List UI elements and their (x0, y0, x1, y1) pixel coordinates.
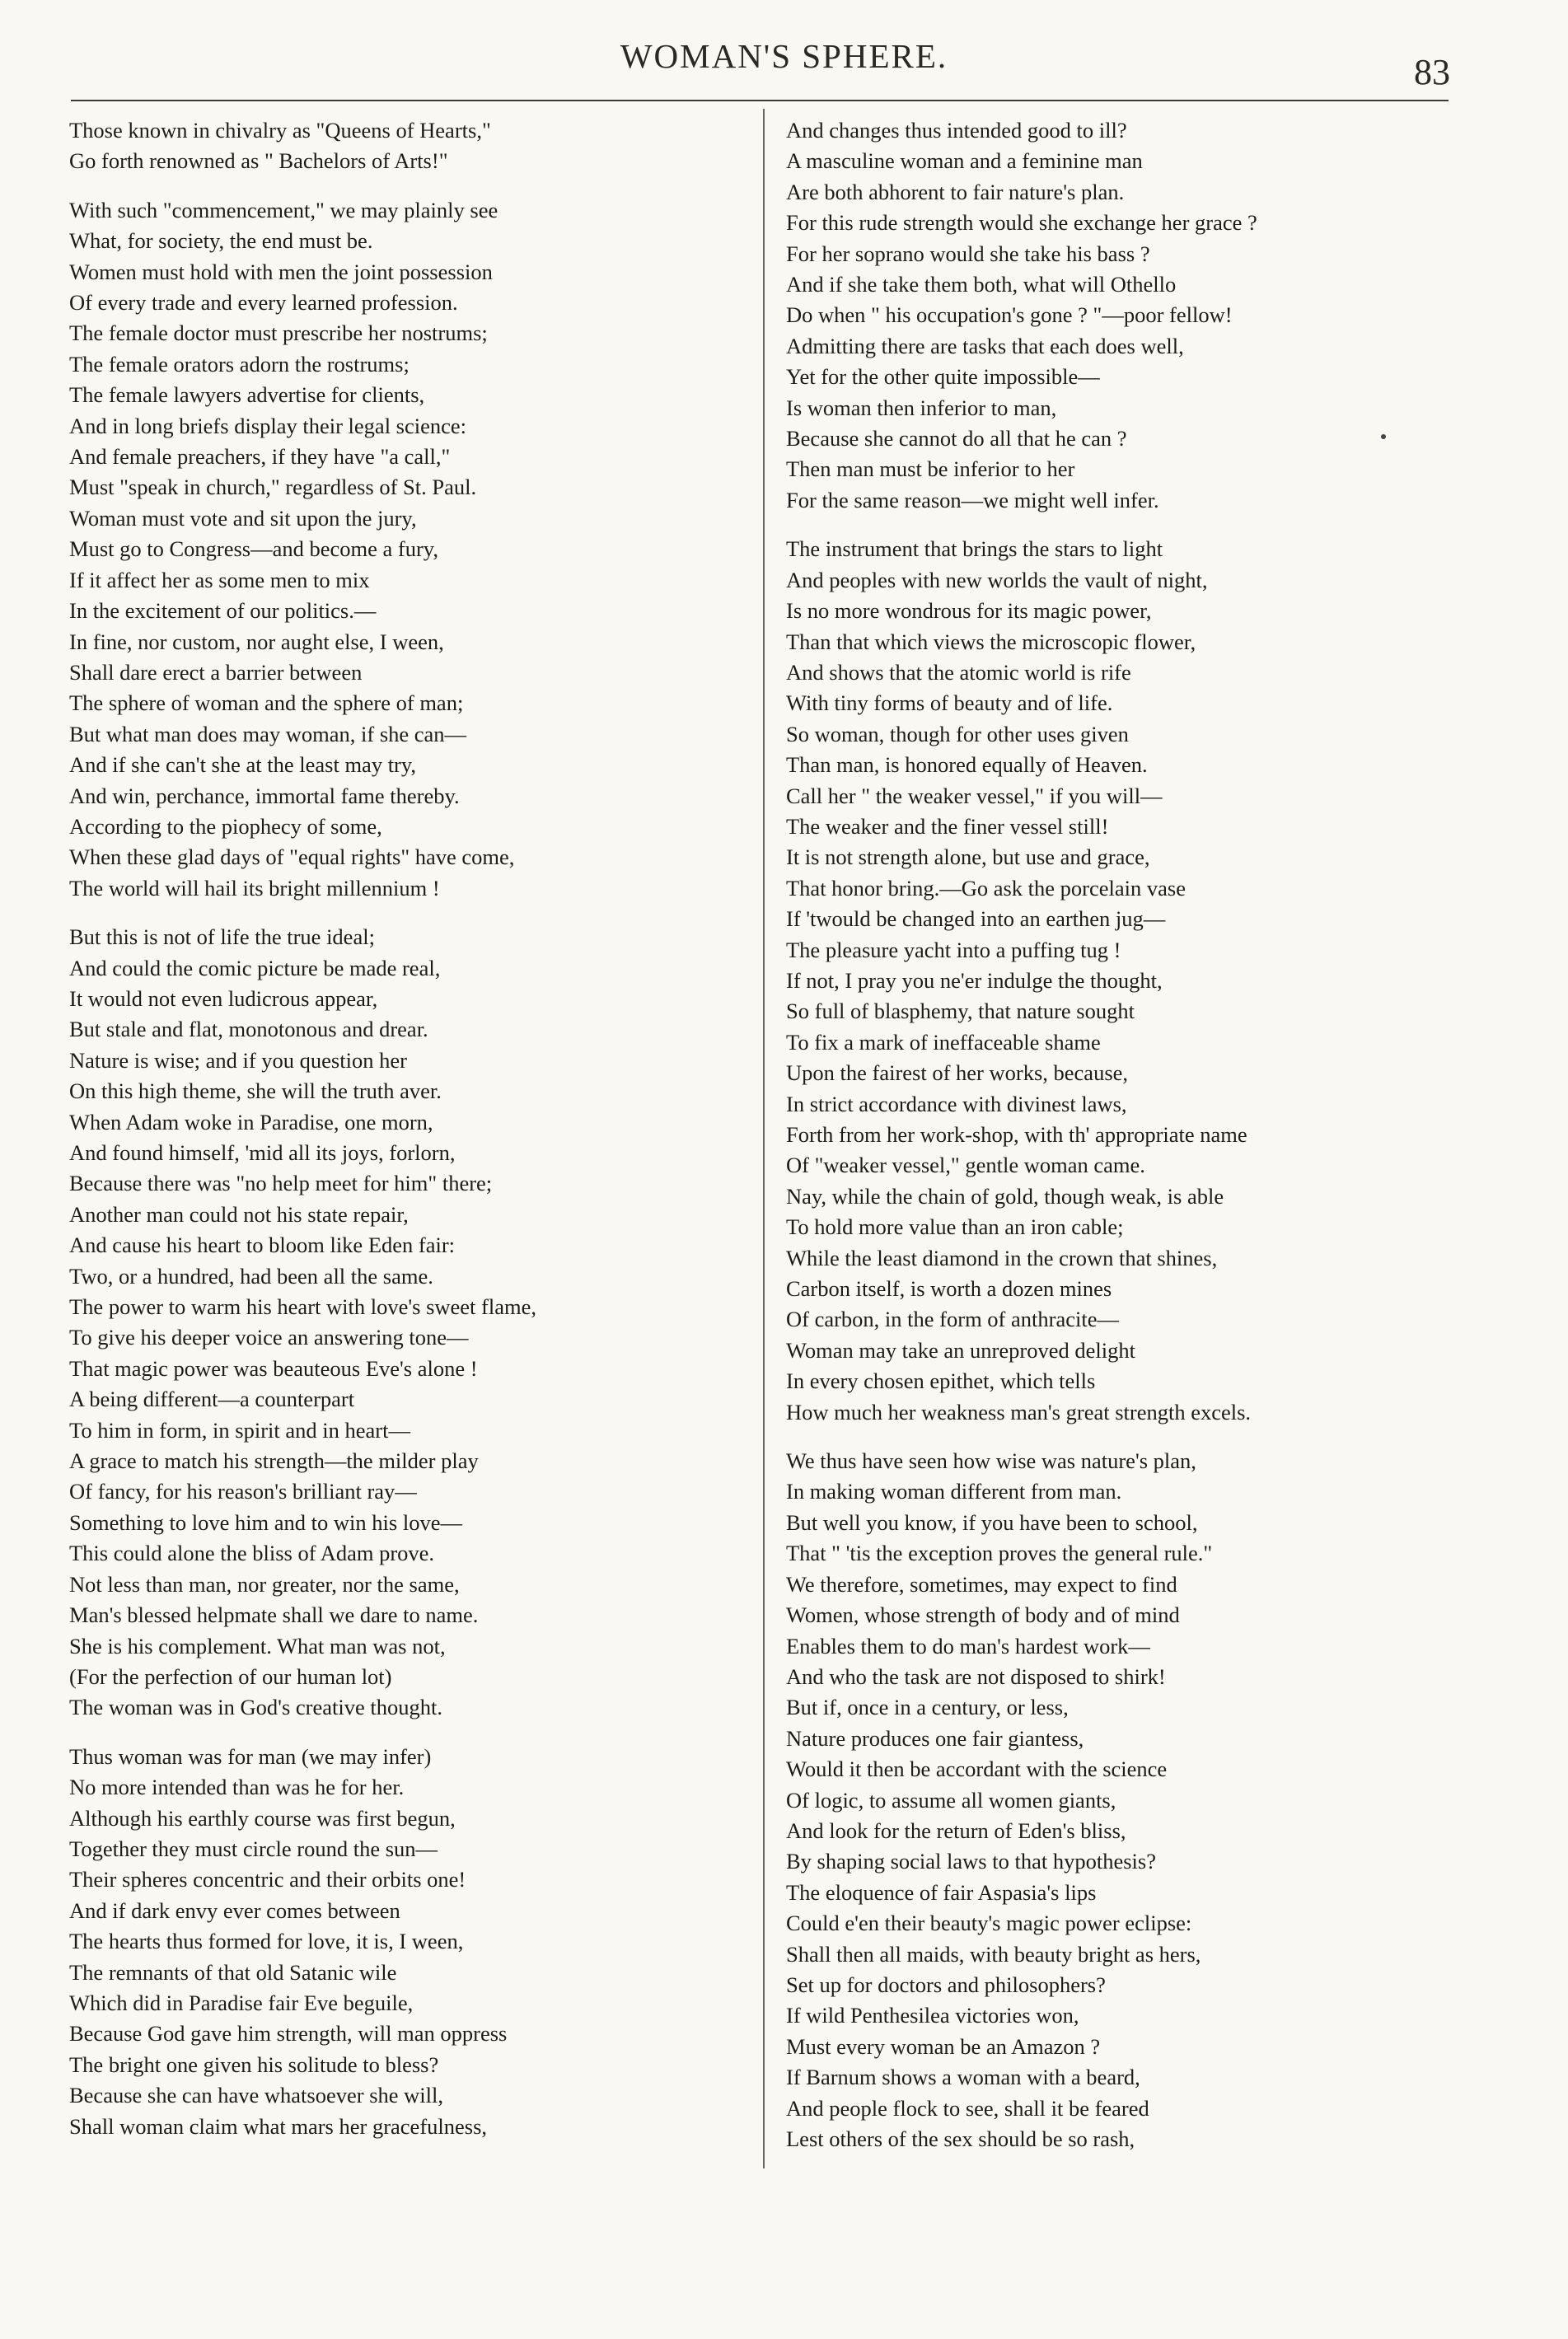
poem-line: We thus have seen how wise was nature's plan, (786, 1448, 1196, 1474)
poem-line: Because God gave him strength, will man oppress (69, 2021, 508, 2047)
poem-line: But this is not of life the true ideal; (69, 924, 375, 950)
poem-line: Could e'en their beauty's magic power eclipse: (786, 1911, 1192, 1936)
poem-line: And who the task are not disposed to shirk! (786, 1663, 1166, 1689)
poem-line: Of every trade and every learned profession. (69, 290, 458, 316)
poem-line: To fix a mark of ineffaceable shame (786, 1029, 1101, 1055)
page-number: 83 (1414, 52, 1450, 92)
poem-line: To him in form, in spirit and in heart— (69, 1417, 410, 1443)
poem-line: Do when " his occupation's gone ? "—poor fellow! (786, 302, 1233, 328)
poem-line: Man's blessed helpmate shall we dare to name. (69, 1602, 479, 1628)
poem-line: If Barnum shows a woman with a beard, (786, 2065, 1140, 2090)
poem-line: A being different—a counterpart (69, 1387, 355, 1412)
stanza (69, 195, 753, 904)
poem-line: Enables them to do man's hardest work— (786, 1633, 1150, 1658)
poem-line: The eloquence of fair Aspasia's lips (786, 1879, 1097, 1905)
poem-line: The bright one given his solitude to bless? (69, 2051, 439, 2077)
poem-line: That magic power was beauteous Eve's alone ! (69, 1355, 478, 1381)
poem-line: But well you know, if you have been to school, (786, 1509, 1198, 1535)
right-column (786, 115, 1462, 2173)
poem-line: If wild Penthesilea victories won, (786, 2003, 1079, 2028)
poem-line: Go forth renowned as " Bachelors of Arts!" (69, 148, 448, 174)
stanza (786, 115, 1462, 516)
poem-line: It would not even ludicrous appear, (69, 985, 378, 1011)
poem-line: The woman was in God's creative thought. (69, 1695, 442, 1720)
stanza (69, 115, 753, 177)
ink-speck (1381, 434, 1386, 439)
poem-line: Then man must be inferior to her (786, 456, 1075, 482)
poem-line: Upon the fairest of her works, because, (786, 1060, 1129, 1086)
poem-line: Because she can have whatsoever she will, (69, 2083, 444, 2108)
poem-line: And if she take them both, what will Othello (786, 272, 1177, 297)
poem-line: And female preachers, if they have "a call," (69, 444, 451, 470)
poem-line: But what man does may woman, if she can— (69, 721, 467, 746)
poem-line: If 'twould be changed into an earthen jug— (786, 906, 1166, 932)
stanza (786, 1446, 1462, 2154)
poem-line: Two, or a hundred, had been all the same. (69, 1263, 433, 1289)
poem-line: Of "weaker vessel," gentle woman came. (786, 1153, 1145, 1178)
poem-line: According to the piophecy of some, (69, 813, 382, 839)
poem-line: In every chosen epithet, which tells (786, 1368, 1096, 1394)
poem-line: What, for society, the end must be. (69, 228, 373, 254)
poem-line: And shows that the atomic world is rife (786, 659, 1131, 685)
poem-line: And people flock to see, shall it be feared (786, 2095, 1149, 2121)
poem-line: Together they must circle round the sun— (69, 1836, 438, 1861)
poem-line: The female orators adorn the rostrums; (69, 351, 410, 377)
poem-line: Carbon itself, is worth a dozen mines (786, 1276, 1112, 1302)
poem-line: Is woman then inferior to man, (786, 395, 1057, 420)
poem-line: Is no more wondrous for its magic power, (786, 598, 1152, 624)
poem-line: Than man, is honored equally of Heaven. (786, 752, 1148, 778)
poem-line: For this rude strength would she exchange her grace ? (786, 210, 1257, 236)
poem-line: Must every woman be an Amazon ? (786, 2033, 1101, 2059)
poem-line: The hearts thus formed for love, it is, I ween, (69, 1929, 464, 1954)
poem-line: In fine, nor custom, nor aught else, I ween, (69, 629, 444, 654)
poem-line: Set up for doctors and philosophers? (786, 1972, 1106, 1997)
poem-line: The female lawyers advertise for clients, (69, 382, 425, 408)
poem-line: And if she can't she at the least may try, (69, 752, 417, 778)
poem-line: That honor bring.—Go ask the porcelain vase (786, 875, 1186, 901)
poem-line: Forth from her work-shop, with th' appropriate name (786, 1122, 1247, 1147)
poem-line: If not, I pray you ne'er indulge the thought, (786, 967, 1163, 993)
poem-line: Shall dare erect a barrier between (69, 659, 363, 685)
poem-line: Another man could not his state repair, (69, 1201, 409, 1227)
stanza (69, 922, 753, 1724)
poem-line: A grace to match his strength—the milder play (69, 1448, 479, 1474)
poem-line: (For the perfection of our human lot) (69, 1663, 392, 1689)
poem-line: If it affect her as some men to mix (69, 567, 370, 592)
poem-line: Must go to Congress—and become a fury, (69, 536, 438, 562)
poem-line: And in long briefs display their legal science: (69, 413, 467, 438)
poem-line: To give his deeper voice an answering tone— (69, 1325, 469, 1350)
poem-line: And if dark envy ever comes between (69, 1897, 400, 1923)
poem-line: The power to warm his heart with love's sweet flame, (69, 1294, 536, 1320)
stanza (69, 1742, 753, 2142)
poem-line: Of carbon, in the form of anthracite— (786, 1307, 1119, 1332)
poem-line: While the least diamond in the crown that shines, (786, 1245, 1218, 1270)
poem-line: Woman must vote and sit upon the jury, (69, 505, 417, 531)
poem-line: This could alone the bliss of Adam prove. (69, 1541, 435, 1566)
poem-line: And cause his heart to bloom like Eden fair: (69, 1233, 456, 1258)
poem-line: And win, perchance, immortal fame thereby. (69, 783, 460, 808)
poem-line: By shaping social laws to that hypothesis? (786, 1849, 1156, 1874)
stanza (786, 534, 1462, 1428)
poem-line: Those known in chivalry as "Queens of Hearts," (69, 118, 491, 143)
poem-line: With tiny forms of beauty and of life. (786, 690, 1113, 716)
poem-line: The instrument that brings the stars to light (786, 536, 1163, 562)
poem-line: And look for the return of Eden's bliss, (786, 1817, 1126, 1843)
poem-line: Not less than man, nor greater, nor the same, (69, 1571, 460, 1597)
poem-line: Are both abhorent to fair nature's plan. (786, 179, 1125, 204)
poem-line: Their spheres concentric and their orbits one! (69, 1867, 466, 1892)
poem-line: Shall woman claim what mars her gracefulness, (69, 2113, 488, 2139)
poem-line: She is his complement. What man was not, (69, 1633, 446, 1658)
poem-line: Nay, while the chain of gold, though weak, is able (786, 1183, 1224, 1209)
poem-line: Which did in Paradise fair Eve beguile, (69, 1990, 414, 2015)
column-divider (763, 109, 765, 2168)
poem-line: Women, whose strength of body and of mind (786, 1602, 1180, 1628)
poem-line: Because there was "no help meet for him" there; (69, 1171, 493, 1196)
poem-line: When these glad days of "equal rights" have come, (69, 844, 515, 870)
poem-line: Admitting there are tasks that each does well, (786, 333, 1184, 358)
poem-line: And changes thus intended good to ill? (786, 118, 1127, 143)
poem-line: With such "commencement," we may plainly see (69, 197, 498, 222)
poem-line: No more intended than was he for her. (69, 1775, 405, 1800)
poem-line: For her soprano would she take his bass ? (786, 241, 1150, 266)
left-column (69, 115, 753, 2160)
poem-line: When Adam woke in Paradise, one morn, (69, 1109, 433, 1134)
poem-line: The pleasure yacht into a puffing tug ! (786, 937, 1121, 962)
poem-line: Than that which views the microscopic flower, (786, 629, 1196, 654)
poem-line: So woman, though for other uses given (786, 721, 1129, 746)
poem-line: And found himself, 'mid all its joys, forlorn, (69, 1140, 456, 1165)
poem-line: Women must hold with men the joint possession (69, 259, 493, 284)
poem-line: Nature is wise; and if you question her (69, 1047, 407, 1073)
poem-line: Of fancy, for his reason's brilliant ray— (69, 1479, 417, 1504)
poem-line: Yet for the other quite impossible— (786, 364, 1100, 390)
poem-line: The world will hail its bright millennium ! (69, 875, 440, 901)
poem-line: Would it then be accordant with the science (786, 1757, 1168, 1782)
poem-line: In strict accordance with divinest laws, (786, 1091, 1127, 1116)
poem-line: A masculine woman and a feminine man (786, 148, 1143, 174)
poem-line: The remnants of that old Satanic wile (69, 1959, 397, 1985)
page-header-title: WOMAN'S SPHERE. (620, 37, 948, 75)
poem-line: For the same reason—we might well infer. (786, 487, 1159, 512)
poem-line: How much her weakness man's great strength excels. (786, 1399, 1252, 1424)
header-rule (71, 100, 1449, 101)
poem-line: But stale and flat, monotonous and drear. (69, 1017, 428, 1042)
poem-line: So full of blasphemy, that nature sought (786, 999, 1135, 1024)
poem-line: We therefore, sometimes, may expect to find (786, 1571, 1177, 1597)
poem-line: The weaker and the finer vessel still! (786, 813, 1109, 839)
poem-line: But if, once in a century, or less, (786, 1695, 1069, 1720)
poem-line: Although his earthly course was first begun, (69, 1805, 456, 1831)
poem-line: The sphere of woman and the sphere of man; (69, 690, 464, 716)
poem-line: That " 'tis the exception proves the general rule." (786, 1541, 1213, 1566)
poem-line: Must "speak in church," regardless of St. Paul. (69, 475, 477, 500)
poem-line: Because she cannot do all that he can ? (786, 426, 1127, 451)
poem-line: Woman may take an unreproved delight (786, 1337, 1135, 1363)
poem-line: In making woman different from man. (786, 1479, 1122, 1504)
poem-line: Call her " the weaker vessel," if you will— (786, 783, 1163, 808)
poem-line: And could the comic picture be made real, (69, 955, 441, 980)
poem-line: Shall then all maids, with beauty bright as hers, (786, 1941, 1201, 1967)
poem-line: In the excitement of our politics.— (69, 598, 377, 624)
poem-line: On this high theme, she will the truth aver. (69, 1078, 442, 1104)
poem-line: Something to love him and to win his love— (69, 1509, 462, 1535)
poem-line: To hold more value than an iron cable; (786, 1214, 1124, 1240)
poem-line: It is not strength alone, but use and grace, (786, 844, 1150, 870)
poem-line: Lest others of the sex should be so rash, (786, 2126, 1135, 2151)
poem-line: Thus woman was for man (we may infer) (69, 1743, 432, 1769)
poem-line: Of logic, to assume all women giants, (786, 1787, 1116, 1813)
poem-line: Nature produces one fair giantess, (786, 1725, 1084, 1751)
poem-line: The female doctor must prescribe her nostrums; (69, 320, 488, 346)
poem-line: And peoples with new worlds the vault of night, (786, 567, 1208, 592)
